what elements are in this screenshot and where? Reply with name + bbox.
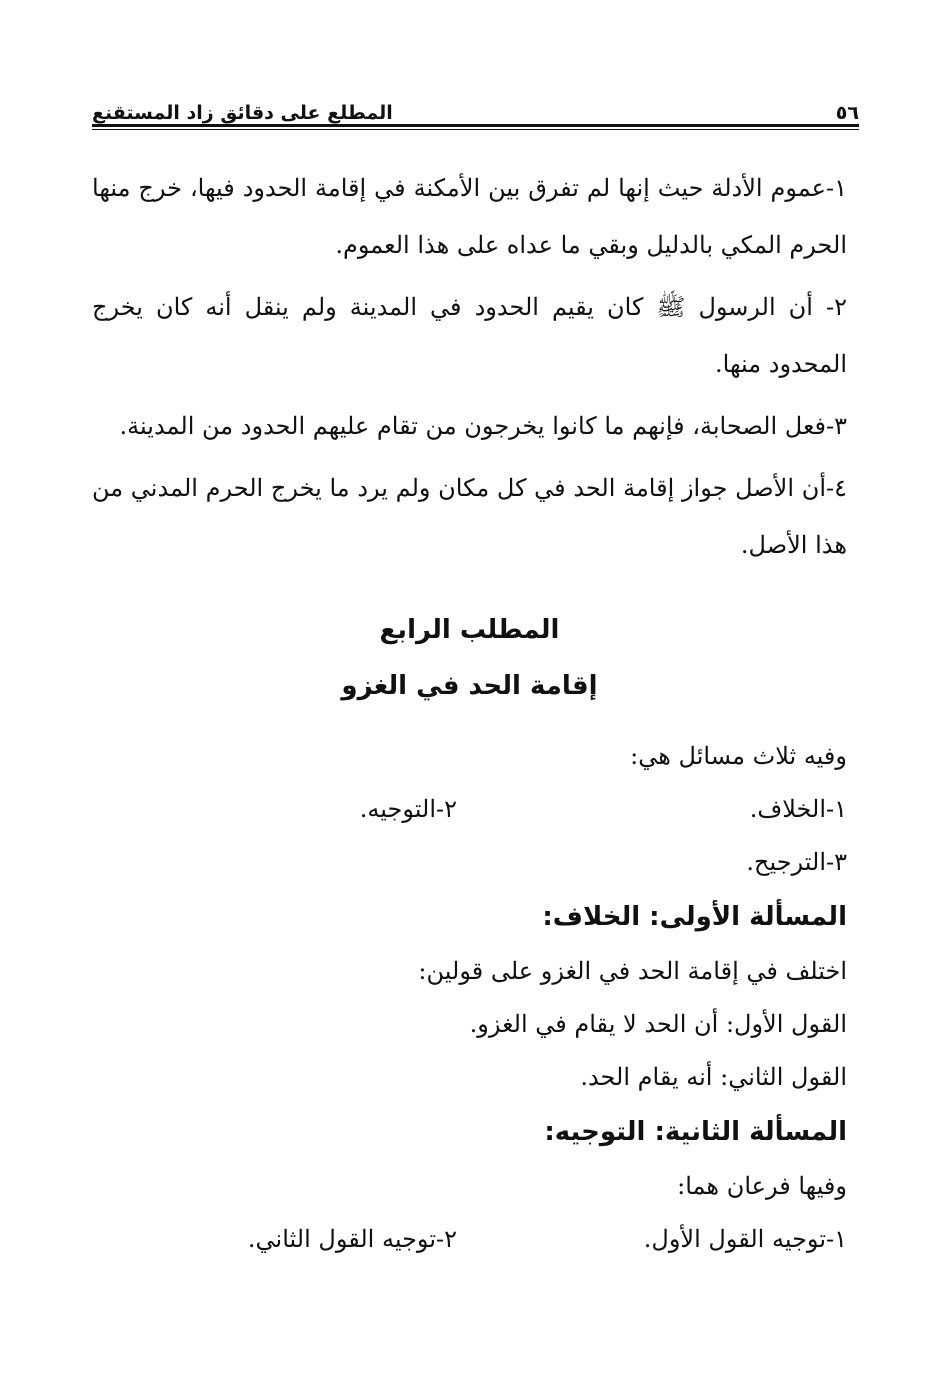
- issue-item-2: ٢-التوجيه.: [359, 795, 457, 823]
- first-issue-heading: المسألة الأولى: الخلاف:: [542, 902, 847, 932]
- section-heading: المطلب الرابع: [379, 615, 560, 645]
- first-issue-line-3: القول الثاني: أنه يقام الحد.: [580, 1063, 847, 1091]
- issues-row: [92, 783, 847, 836]
- section-subheading: إقامة الحد في الغزو: [341, 671, 598, 701]
- second-issue-heading: المسألة الثانية: التوجيه:: [544, 1117, 847, 1147]
- evidence-paragraph-4: ٤-أن الأصل جواز إقامة الحد في كل مكان ولم يرد ما يخرج الحرم المدني من هذا الأصل.: [92, 474, 847, 559]
- book-title: المطلع على دقائق زاد المستقنع: [92, 102, 393, 124]
- issue-item-1: ١-الخلاف.: [749, 795, 847, 823]
- evidence-paragraph-3: ٣-فعل الصحابة، فإنهم ما كانوا يخرجون من تقام عليهم الحدود من المدينة.: [119, 412, 847, 440]
- evidence-paragraph-1: ١-عموم الأدلة حيث إنها لم تفرق بين الأمكنة في إقامة الحدود فيها، خرج منها الحرم المكي بالدليل وبقي ما عداه على هذا العموم.: [92, 174, 847, 259]
- evidence-paragraph-2: ٢- أن الرسول ﷺ كان يقيم الحدود في المدينة ولم ينقل أنه كان يخرج المحدود منها.: [92, 293, 847, 378]
- branches-row: [92, 1213, 847, 1266]
- running-header: [92, 88, 859, 124]
- first-issue-line-2: القول الأول: أن الحد لا يقام في الغزو.: [469, 1010, 847, 1038]
- header-rule-thin: [92, 129, 859, 130]
- second-issue-intro: وفيها فرعان هما:: [677, 1172, 847, 1200]
- first-issue-line-1: اختلف في إقامة الحد في الغزو على قولين:: [418, 957, 847, 985]
- header-rule-thick: [92, 124, 859, 127]
- branch-item-2: ٢-توجيه القول الثاني.: [247, 1225, 457, 1253]
- issues-intro: وفيه ثلاث مسائل هي:: [630, 742, 847, 770]
- branch-item-1: ١-توجيه القول الأول.: [643, 1225, 847, 1253]
- page-body: [92, 160, 847, 1266]
- issue-item-3: ٣-الترجيح.: [746, 848, 847, 876]
- page-number: ٥٦: [835, 102, 859, 124]
